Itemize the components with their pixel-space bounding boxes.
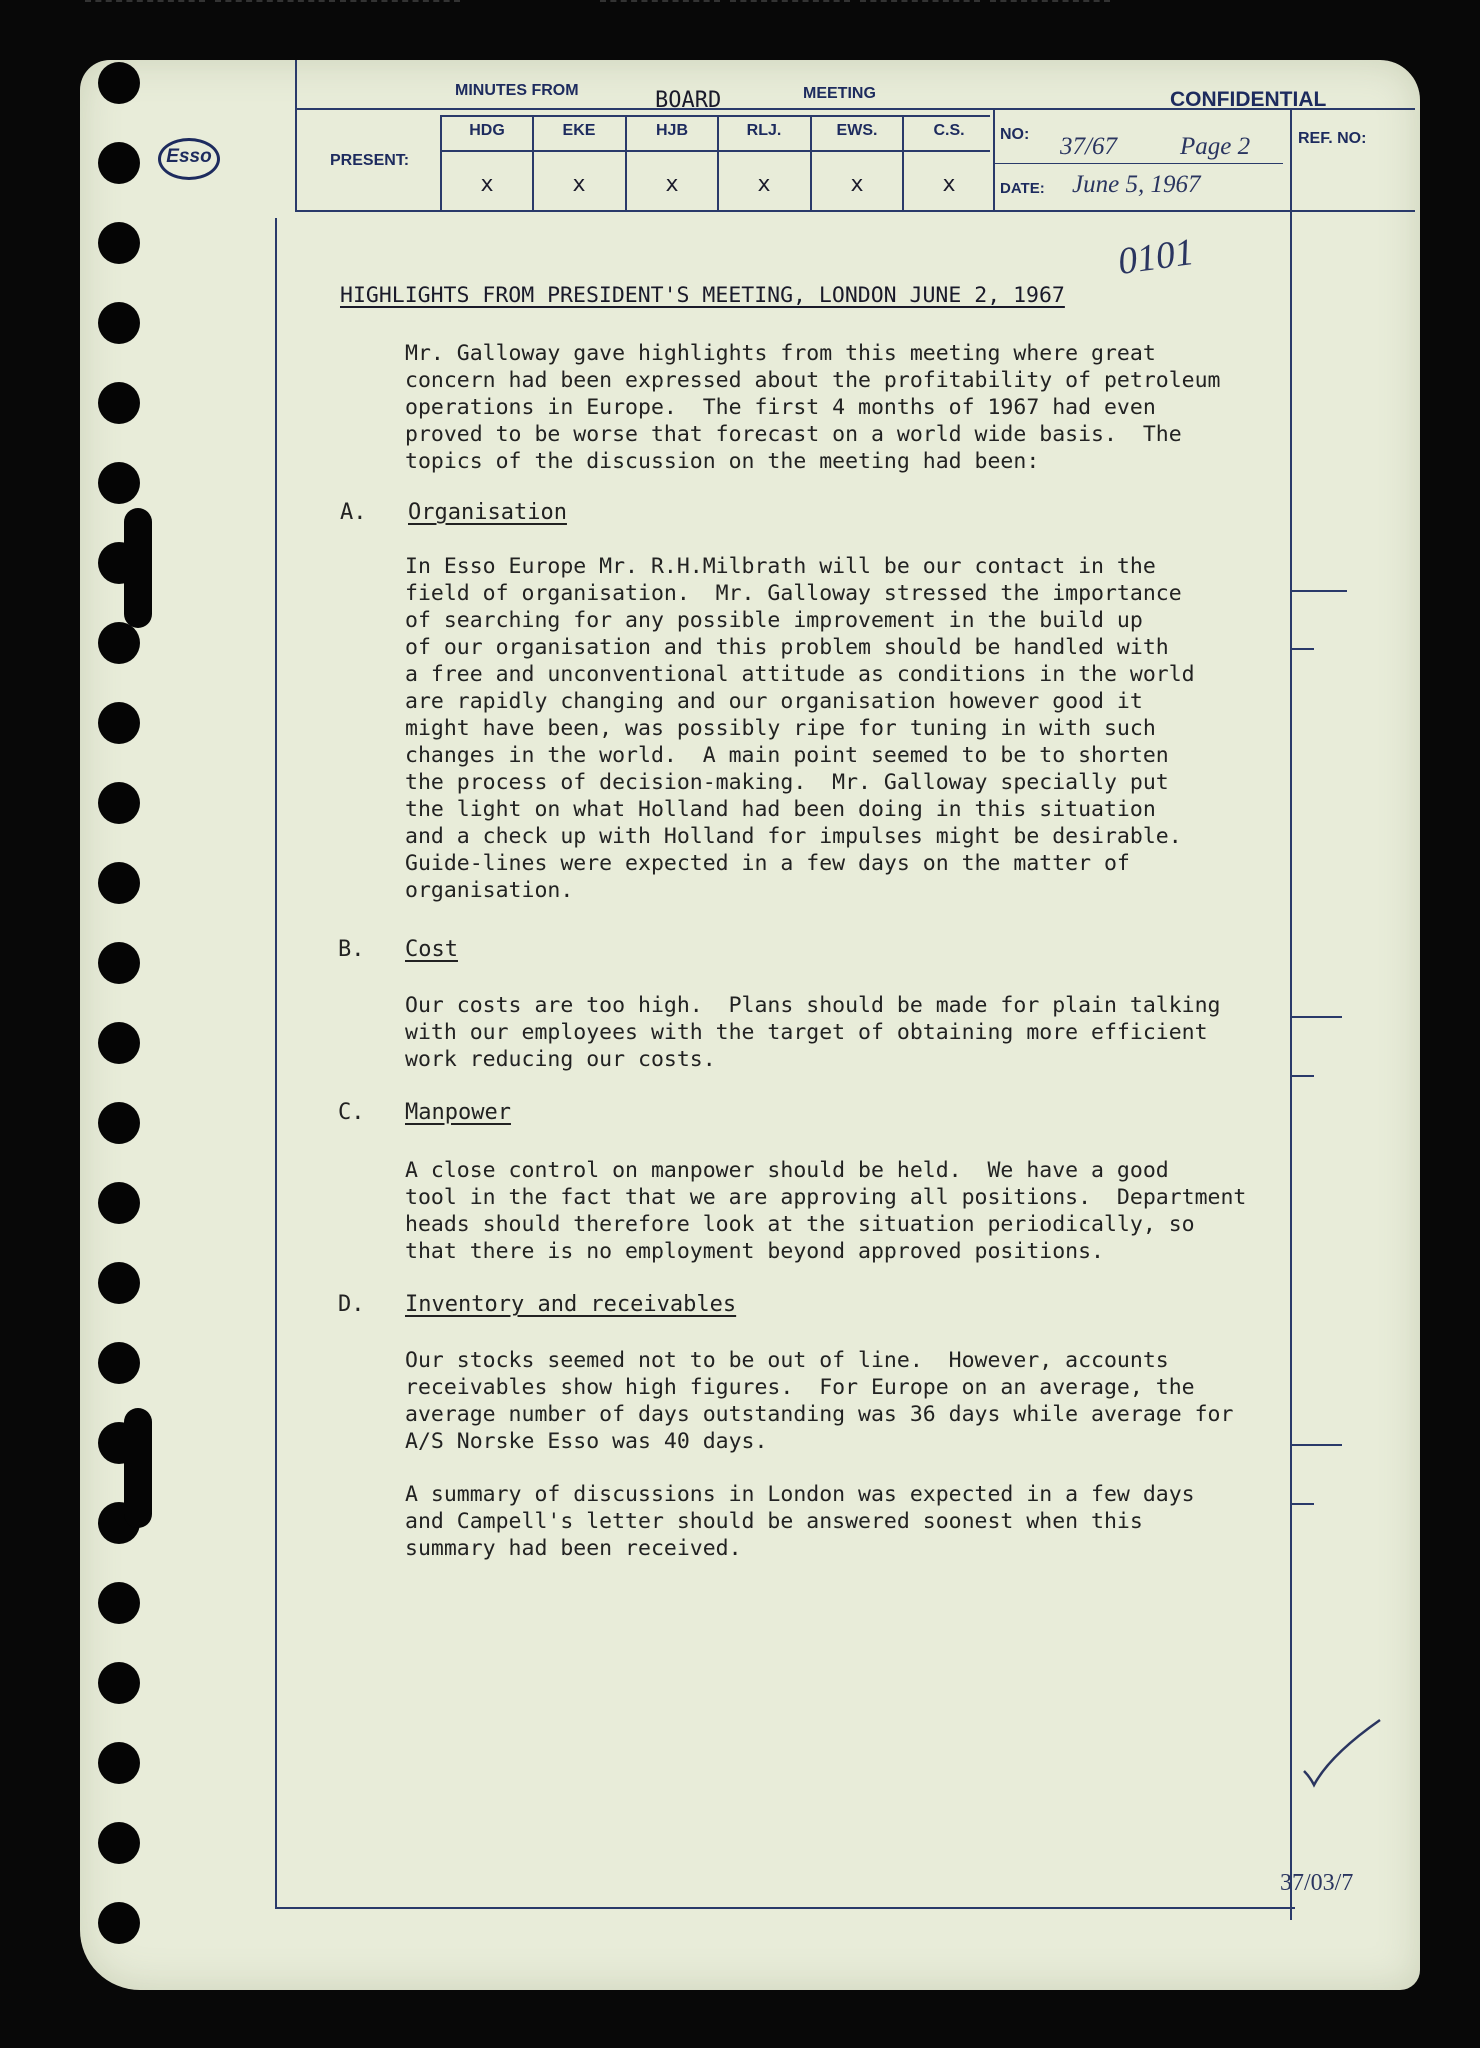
attendee-initials: EWS.	[836, 122, 878, 139]
punch-hole	[98, 1822, 140, 1864]
punch-hole	[98, 302, 140, 344]
attendance-mark: x	[757, 172, 771, 197]
punch-hole	[98, 1102, 140, 1144]
punch-hole	[98, 862, 140, 904]
page-number: Page 2	[1180, 133, 1251, 160]
no-label: NO:	[1000, 126, 1030, 143]
punch-hole	[98, 1662, 140, 1704]
attendee-initials: HDG	[469, 122, 505, 139]
punch-hole	[98, 702, 140, 744]
esso-logo: Esso	[158, 138, 220, 180]
punch-hole	[98, 462, 140, 504]
binder-clip	[124, 1408, 152, 1528]
attendance-mark: x	[665, 172, 679, 197]
section-heading: Organisation	[408, 500, 567, 525]
intro-paragraph: Mr. Galloway gave highlights from this meeting where great concern had been expressed about the profitability of petroleum operations in Europe. The first 4 months of 1967 had even proved to be worse that forecast on a world wide basis. The topics of the discussion on the meeting had been:	[405, 341, 1221, 474]
confidential-label: CONFIDENTIAL	[1170, 88, 1327, 111]
minutes-from-label: MINUTES FROM	[455, 82, 579, 99]
punch-hole	[98, 1902, 140, 1944]
punch-hole	[98, 1742, 140, 1784]
meeting-date: June 5, 1967	[1072, 171, 1201, 198]
section-letter: B.	[338, 937, 365, 962]
date-label: DATE:	[1000, 180, 1045, 197]
punch-hole	[98, 142, 140, 184]
closing-paragraph: A summary of discussions in London was expected in a few days and Campell's letter should be answered soonest when this summary had been received.	[405, 1482, 1195, 1561]
attendance-mark: x	[850, 172, 864, 197]
attendee-initials: C.S.	[933, 122, 965, 139]
punch-hole	[98, 1262, 140, 1304]
punch-hole	[98, 1582, 140, 1624]
attendee-initials: HJB	[655, 122, 688, 139]
checkmark-icon	[1300, 1715, 1390, 1795]
section-heading: Inventory and receivables	[405, 1292, 737, 1317]
punch-hole	[98, 1182, 140, 1224]
document-title: HIGHLIGHTS FROM PRESIDENT'S MEETING, LONDON JUNE 2, 1967	[340, 283, 1065, 308]
punch-hole	[98, 222, 140, 264]
section-text: A close control on manpower should be held. We have a good tool in the fact that we are approving all positions. Department heads should therefore look at the situation periodically, so that there is no employment beyond approved positions.	[405, 1158, 1247, 1264]
punch-hole	[98, 1022, 140, 1064]
section-letter: A.	[340, 500, 367, 525]
handwritten-number: 0101	[1115, 230, 1197, 284]
section-text: Our costs are too high. Plans should be made for plain talking with our employees with the target of obtaining more efficient work reducing our costs.	[405, 993, 1221, 1072]
punch-hole	[98, 382, 140, 424]
section-heading: Manpower	[405, 1100, 511, 1125]
attendance-mark: x	[480, 172, 494, 197]
meeting-type: BOARD	[655, 88, 722, 113]
punch-hole	[98, 1342, 140, 1384]
punch-hole	[98, 62, 140, 104]
attendee-initials: EKE	[562, 122, 596, 139]
punch-hole	[98, 622, 140, 664]
section-letter: C.	[338, 1100, 365, 1125]
section-letter: D.	[338, 1292, 365, 1317]
punch-hole	[98, 942, 140, 984]
section-text: In Esso Europe Mr. R.H.Milbrath will be our contact in the field of organisation. Mr. Galloway stressed the importance of searching for any possible improvement in the build up of our organisation and this problem should be handled with a free and unconventional attitude as conditions in the world are rapidly changing and our organisation however good it might have been, was possibly ripe for tuning in with such changes in the world. A main point seemed to be to shorten the process of decision-making. Mr. Galloway specially put the light on what Holland had been doing in this situation and a check up with Holland for impulses might be desirable. Guide-lines were expected in a few days on the matter of organisation.	[405, 554, 1195, 903]
attendance-mark: x	[572, 172, 586, 197]
meeting-label: MEETING	[803, 85, 876, 102]
attendee-initials: RLJ.	[746, 122, 782, 139]
section-heading: Cost	[405, 937, 458, 962]
binder-clip	[124, 508, 152, 628]
attendance-mark: x	[942, 172, 956, 197]
present-label: PRESENT:	[330, 152, 410, 169]
ref-no-label: REF. NO:	[1298, 130, 1367, 147]
minutes-number: 37/67	[1060, 133, 1117, 160]
section-text: Our stocks seemed not to be out of line. However, accounts receivables show high figures. For Europe on an average, the average number of days outstanding was 36 days while average for A/S Norske Esso was 40 days.	[405, 1348, 1234, 1454]
punch-hole	[98, 782, 140, 824]
footer-reference: 37/03/7	[1280, 1870, 1354, 1896]
